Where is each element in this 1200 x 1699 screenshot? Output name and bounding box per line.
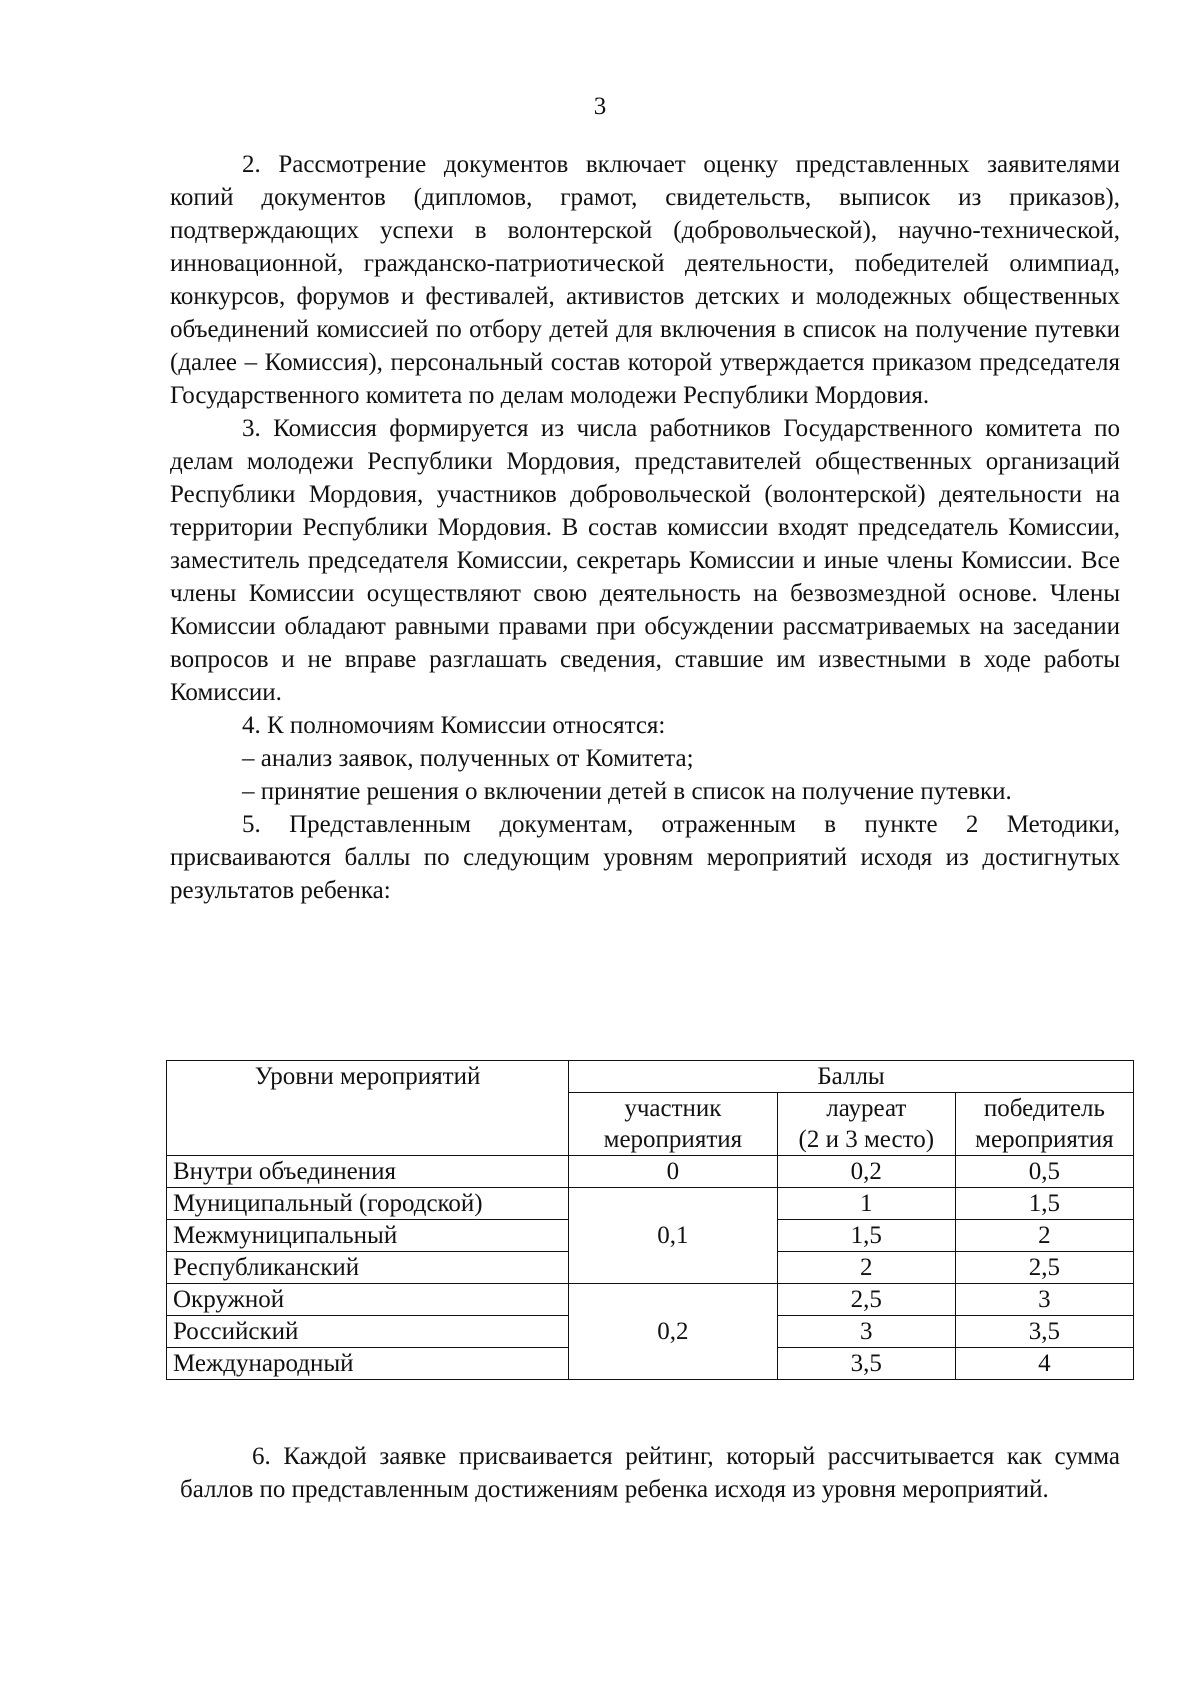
level-cell: Муниципальный (городской) <box>167 1188 569 1220</box>
table-row <box>167 1156 1134 1188</box>
list-item-analysis: – анализ заявок, полученных от Комитета; <box>242 745 694 772</box>
list-item-decision: – принятие решения о включении детей в список на получение путевки. <box>242 778 1012 805</box>
header-winner: победитель мероприятия <box>955 1093 1133 1156</box>
winner-cell: 4 <box>955 1348 1133 1380</box>
laureate-cell: 2,5 <box>777 1284 955 1316</box>
level-cell: Международный <box>167 1348 569 1380</box>
paragraph-3: 3. Комиссия формируется из числа работников Государственного комитета по делам молодежи Республики Мордовия, представителей общественных организаций Республики Мордовия, участников добровольческой (волонтерской) деятельности на территории Республики Мордовия. В состав комиссии входят председатель Комиссии, заместитель председателя Комиссии, секретарь Комиссии и иные члены Комиссии. Все члены Комиссии осуществляют свою деятельность на безвозмездной основе. Члены Комиссии обладают равными правами при обсуждении рассматриваемых на заседании вопросов и не вправе разглашать сведения, ставшие им известными в ходе работы Комиссии. <box>170 415 1120 706</box>
winner-cell: 2 <box>955 1220 1133 1252</box>
table-row <box>167 1188 1134 1220</box>
laureate-cell: 3,5 <box>777 1348 955 1380</box>
closing-text <box>180 1440 1120 1506</box>
winner-cell: 1,5 <box>955 1188 1133 1220</box>
header-laureate-line1: лауреат <box>826 1095 907 1122</box>
scores-table <box>166 1060 1134 1380</box>
page-number: 3 <box>593 93 607 120</box>
winner-cell: 0,5 <box>955 1156 1133 1188</box>
participant-cell: 0 <box>569 1156 778 1188</box>
paragraph-6: 6. Каждой заявке присваивается рейтинг, который рассчитывается как сумма баллов по представленным достижениям ребенка исходя из уровня мероприятий. <box>180 1443 1120 1503</box>
laureate-cell: 0,2 <box>777 1156 955 1188</box>
laureate-cell: 2 <box>777 1252 955 1284</box>
winner-cell: 3 <box>955 1284 1133 1316</box>
laureate-cell: 3 <box>777 1316 955 1348</box>
paragraph-4: 4. К полномочиям Комиссии относятся: <box>242 712 666 739</box>
paragraph-2: 2. Рассмотрение документов включает оценку представленных заявителями копий документов (дипломов, грамот, свидетельств, выписок из приказов), подтверждающих успехи в волонтерской (добровольческой), научно-технической, инновационной, гражданско-патриотической деятельности, победителей олимпиад, конкурсов, форумов и фестивалей, активистов детских и молодежных общественных объединений комиссией по отбору детей для включения в список на получение путевки (далее – Комиссия), персональный состав которой утверждается приказом председателя Государственного комитета по делам молодежи Республики Мордовия. <box>170 151 1120 409</box>
level-cell: Республиканский <box>167 1252 569 1284</box>
participant-cell: 0,1 <box>569 1188 778 1284</box>
level-cell: Межмуниципальный <box>167 1220 569 1252</box>
laureate-cell: 1 <box>777 1188 955 1220</box>
level-cell: Окружной <box>167 1284 569 1316</box>
header-laureate <box>777 1093 955 1156</box>
header-laureate-line2: (2 и 3 место) <box>798 1126 935 1153</box>
winner-cell: 3,5 <box>955 1316 1133 1348</box>
laureate-cell: 1,5 <box>777 1220 955 1252</box>
table-header-row <box>167 1061 1134 1093</box>
participant-cell: 0,2 <box>569 1284 778 1380</box>
level-cell: Внутри объединения <box>167 1156 569 1188</box>
winner-cell: 2,5 <box>955 1252 1133 1284</box>
paragraph-5: 5. Представленным документам, отраженным в пункте 2 Методики, присваиваются баллы по следующим уровням мероприятий исходя из достигнутых результатов ребенка: <box>170 811 1120 904</box>
header-levels: Уровни мероприятий <box>167 1061 569 1156</box>
header-points: Баллы <box>569 1061 1134 1093</box>
header-participant: участник мероприятия <box>569 1093 778 1156</box>
body-text <box>170 148 1120 907</box>
level-cell: Российский <box>167 1316 569 1348</box>
table-row <box>167 1284 1134 1316</box>
